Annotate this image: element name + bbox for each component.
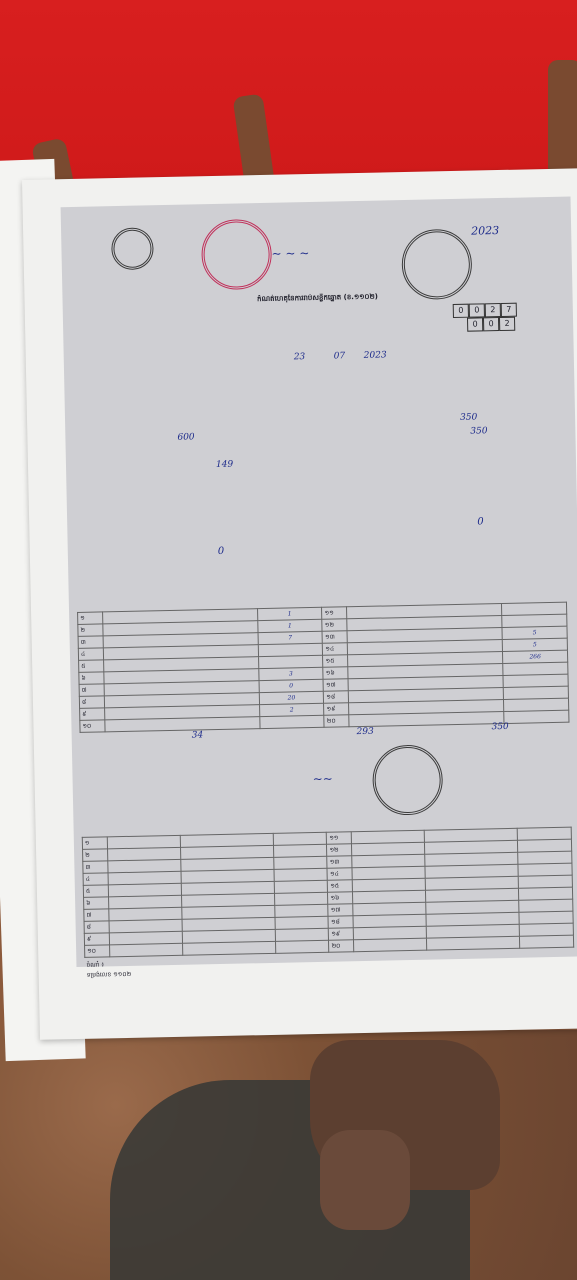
cell — [517, 827, 571, 840]
cell — [518, 851, 572, 864]
printed-form — [61, 197, 577, 979]
official-stamp-bottom — [372, 744, 443, 815]
id-digit: 7 — [501, 303, 517, 317]
votes-left: 3 — [258, 667, 323, 680]
row-number: ១០ — [85, 945, 110, 958]
cell — [519, 911, 573, 924]
handwritten-year: 2023 — [471, 224, 500, 238]
id-boxes-top — [453, 303, 517, 318]
row-number: ៤ — [78, 648, 103, 661]
date-day: 23 — [293, 352, 306, 363]
row-number: ៥ — [83, 885, 108, 898]
footer-form-number: ទម្រង់លេខ ១១០២ — [86, 970, 132, 979]
row-number: ១៩ — [324, 703, 349, 716]
row-number: ៩ — [80, 708, 105, 721]
votes-left: 1 — [257, 619, 322, 632]
total-all: 350 — [491, 721, 509, 733]
ballots-left: 0 — [477, 516, 484, 528]
cell — [274, 880, 328, 893]
row-number: ១២ — [322, 619, 347, 632]
cell — [275, 940, 329, 953]
emblem-left — [111, 227, 154, 270]
row-number: ៨ — [84, 921, 109, 934]
row-number: ១៣ — [323, 631, 348, 644]
results-table — [77, 602, 569, 733]
cell — [354, 938, 427, 952]
row-number: ៤ — [83, 873, 108, 886]
row-number: ៨ — [79, 696, 104, 709]
votes-left: 2 — [259, 703, 324, 716]
votes-right: 5 — [502, 638, 567, 651]
party-name-left — [105, 717, 260, 732]
row-number: ៧ — [84, 909, 109, 922]
row-number: ៦ — [84, 897, 109, 910]
row-number: ១៦ — [328, 892, 353, 905]
id-digit: 2 — [485, 303, 501, 317]
row-number: ១៤ — [327, 868, 352, 881]
row-number: ១០ — [80, 720, 105, 733]
form-title: កំណត់ហេតុនៃការរាប់សន្លឹកឆ្នោត (ខ.១១០២) — [257, 292, 379, 304]
date-month: 07 — [333, 351, 346, 362]
ballot-box-count: 149 — [215, 459, 234, 470]
votes-left: 0 — [259, 679, 324, 692]
row-number: ៦ — [79, 672, 104, 685]
votes-left — [259, 715, 324, 728]
votes-left: 20 — [259, 691, 324, 704]
row-number: ១៤ — [323, 643, 348, 656]
row-number: ៥ — [79, 660, 104, 673]
ballots-spoiled: 0 — [217, 545, 225, 557]
row-number: ៩ — [84, 933, 109, 946]
row-number: ៣ — [78, 636, 103, 649]
votes-right: 5 — [502, 626, 567, 639]
footer-note: ចំណាំ ៖ — [86, 961, 105, 969]
date-year: 2023 — [363, 350, 387, 361]
row-number: ១៩ — [329, 928, 354, 941]
row-number: ១ — [82, 837, 107, 850]
red-stamp — [201, 219, 272, 290]
signature-bottom: ~~ — [312, 771, 333, 787]
total-left: 34 — [191, 730, 204, 741]
id-digit: 0 — [467, 317, 483, 331]
row-number: ៣ — [83, 861, 108, 874]
votes-left: 1 — [257, 607, 322, 620]
cell — [519, 923, 573, 936]
cell — [427, 936, 520, 950]
id-digit: 0 — [469, 303, 485, 317]
row-number: ១៦ — [323, 667, 348, 680]
ballots-received: 600 — [177, 432, 195, 443]
handwritten-signature-top: ~ ~ ~ — [271, 245, 310, 261]
cell — [520, 935, 574, 948]
total-right: 293 — [356, 726, 374, 738]
party-name-right — [349, 712, 504, 727]
cell — [273, 832, 327, 845]
id-boxes-bottom — [467, 317, 515, 332]
row-number: ១៥ — [328, 880, 353, 893]
row-number: ២០ — [329, 940, 354, 953]
registered-count: 350 — [459, 412, 478, 423]
voted-total: 350 — [470, 426, 488, 437]
cell — [182, 941, 275, 955]
row-number: ១៨ — [324, 691, 349, 704]
votes-left: 7 — [258, 631, 323, 644]
row-number: ២ — [83, 849, 108, 862]
cell — [274, 892, 328, 905]
foot — [320, 1130, 410, 1230]
cell — [109, 943, 182, 957]
row-number: ១៨ — [328, 916, 353, 929]
row-number: ១៧ — [324, 679, 349, 692]
id-digit: 0 — [483, 317, 499, 331]
votes-right — [504, 710, 569, 723]
row-number: ៧ — [79, 684, 104, 697]
votes-right: 266 — [503, 650, 568, 663]
row-number: ១៣ — [327, 856, 352, 869]
row-number: ២ — [78, 624, 103, 637]
official-stamp-top — [401, 229, 472, 300]
row-number: ១២ — [327, 844, 352, 857]
objections-table — [82, 827, 574, 958]
id-digit: 0 — [453, 304, 469, 318]
row-number: ១៥ — [323, 655, 348, 668]
row-number: ១១ — [327, 832, 352, 845]
cell — [518, 839, 572, 852]
cell — [274, 904, 328, 917]
row-number: ១ — [78, 612, 103, 625]
row-number: ១១ — [322, 607, 347, 620]
cell — [519, 899, 573, 912]
chair-slot — [548, 60, 577, 180]
row-number: ១៧ — [328, 904, 353, 917]
row-number: ២០ — [324, 715, 349, 728]
id-digit: 2 — [499, 317, 515, 331]
ballot-count-form-paper — [22, 168, 577, 1040]
